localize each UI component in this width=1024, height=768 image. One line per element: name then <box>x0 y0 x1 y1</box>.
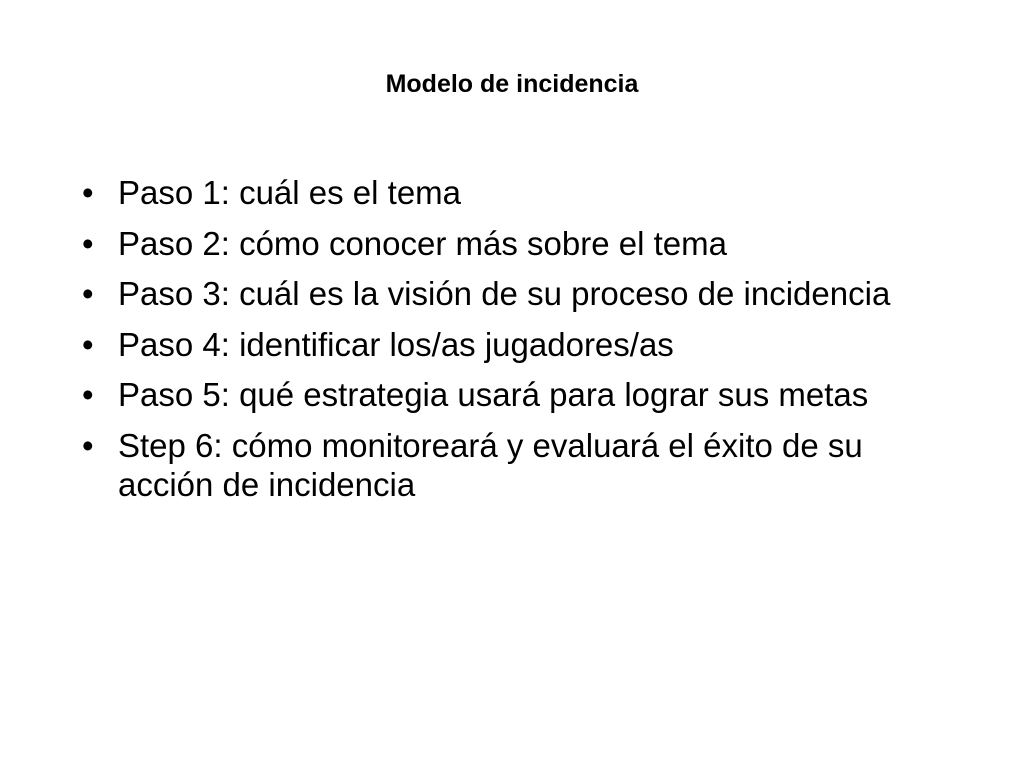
list-item-step-1 <box>78 173 958 212</box>
bullet-list <box>78 173 958 515</box>
list-item-text: Paso 3: cuál es la visión de su proceso de incidencia <box>118 275 891 312</box>
bullet-icon: • <box>82 174 94 211</box>
bullet-icon: • <box>82 426 94 464</box>
bullet-icon: • <box>82 325 94 363</box>
list-item-step-4 <box>78 325 958 364</box>
slide-title: Modelo de incidencia <box>385 70 639 98</box>
list-item-step-2 <box>78 224 958 263</box>
list-item-text: Paso 1: cuál es el tema <box>118 174 462 211</box>
bullet-icon: • <box>82 376 94 413</box>
list-item-step-6 <box>78 426 958 504</box>
list-item-text: Paso 2: cómo conocer más sobre el tema <box>118 224 727 262</box>
list-item-step-3 <box>78 274 958 313</box>
list-item-text: Paso 5: qué estrategia usará para lograr sus metas <box>118 376 869 413</box>
bullet-icon: • <box>82 224 94 262</box>
list-item-text: Paso 4: identificar los/as jugadores/as <box>118 325 674 363</box>
list-item-step-5 <box>78 375 958 414</box>
bullet-icon: • <box>82 275 94 312</box>
list-item-text: Step 6: cómo monitoreará y evaluará el éxito de su acción de incidencia <box>118 426 863 503</box>
